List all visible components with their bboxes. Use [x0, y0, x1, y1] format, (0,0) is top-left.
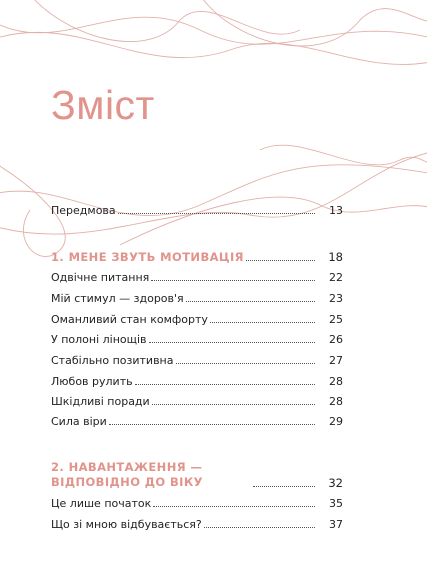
toc-entry-page: 26	[329, 333, 343, 346]
toc-entry-page: 25	[329, 313, 343, 326]
toc-entry-page: 28	[329, 375, 343, 388]
toc-leader-dots	[151, 280, 315, 281]
toc-chapter-label: 1. МЕНЕ ЗВУТЬ МОТИВАЦІЯ	[51, 250, 244, 264]
toc-entry-label: Передмова	[51, 204, 116, 217]
toc-entry-label: Що зі мною відбувається?	[51, 518, 202, 531]
toc-chapter[interactable]	[51, 248, 343, 264]
toc-leader-dots	[109, 424, 315, 425]
toc-entry[interactable]	[51, 330, 343, 346]
toc-leader-dots	[204, 527, 315, 528]
toc-leader-dots	[176, 363, 316, 364]
toc-entry-page: 37	[329, 518, 343, 531]
toc-entry-page: 29	[329, 415, 343, 428]
toc-leader-dots	[152, 404, 315, 405]
toc-leader-dots	[135, 384, 315, 385]
toc-entry-page: 27	[329, 354, 343, 367]
toc-leader-dots	[253, 486, 315, 487]
toc-leader-dots	[149, 342, 315, 343]
toc-chapter[interactable]	[51, 458, 343, 490]
toc-entry-label: Це лише початок	[51, 497, 152, 510]
toc-leader-dots	[186, 301, 315, 302]
toc-entry-label: Оманливий стан комфорту	[51, 313, 208, 326]
toc-entry[interactable]	[51, 392, 343, 408]
toc-entry[interactable]	[51, 289, 343, 305]
toc-entry-label: У полоні лінощів	[51, 333, 147, 346]
toc-entry-label: Сила віри	[51, 415, 107, 428]
toc-leader-dots	[153, 506, 315, 507]
toc-entry-label: Шкідливі поради	[51, 395, 150, 408]
toc-leader-dots	[118, 213, 315, 214]
toc-entry-page: 23	[329, 292, 343, 305]
page-title: Зміст	[51, 82, 155, 128]
toc-entry-label: Любов рулить	[51, 375, 133, 388]
toc-entry[interactable]	[51, 412, 343, 428]
toc-entry-label: Мій стимул — здоров'я	[51, 292, 184, 305]
toc-entry[interactable]	[51, 494, 343, 510]
toc-entry[interactable]	[51, 351, 343, 367]
toc-chapter-label: 2. НАВАНТАЖЕННЯ — ВІДПОВІДНО ДО ВІКУ	[51, 460, 203, 489]
toc-entry-page: 28	[329, 395, 343, 408]
toc-entry-page: 22	[329, 271, 343, 284]
toc-entry-page: 18	[328, 250, 343, 264]
toc-entry-page: 13	[329, 204, 343, 217]
toc-entry[interactable]	[51, 268, 343, 284]
toc-entry-label: Стабільно позитивна	[51, 354, 174, 367]
toc-entry[interactable]	[51, 515, 343, 531]
toc-entry[interactable]	[51, 372, 343, 388]
toc-entry-label: Одвічне питання	[51, 271, 150, 284]
toc-entry[interactable]	[51, 310, 343, 326]
toc-leader-dots	[210, 322, 315, 323]
toc-entry[interactable]	[51, 201, 343, 217]
toc-leader-dots	[246, 260, 315, 261]
toc-entry-page: 35	[329, 497, 343, 510]
toc-entry-page: 32	[328, 476, 343, 490]
